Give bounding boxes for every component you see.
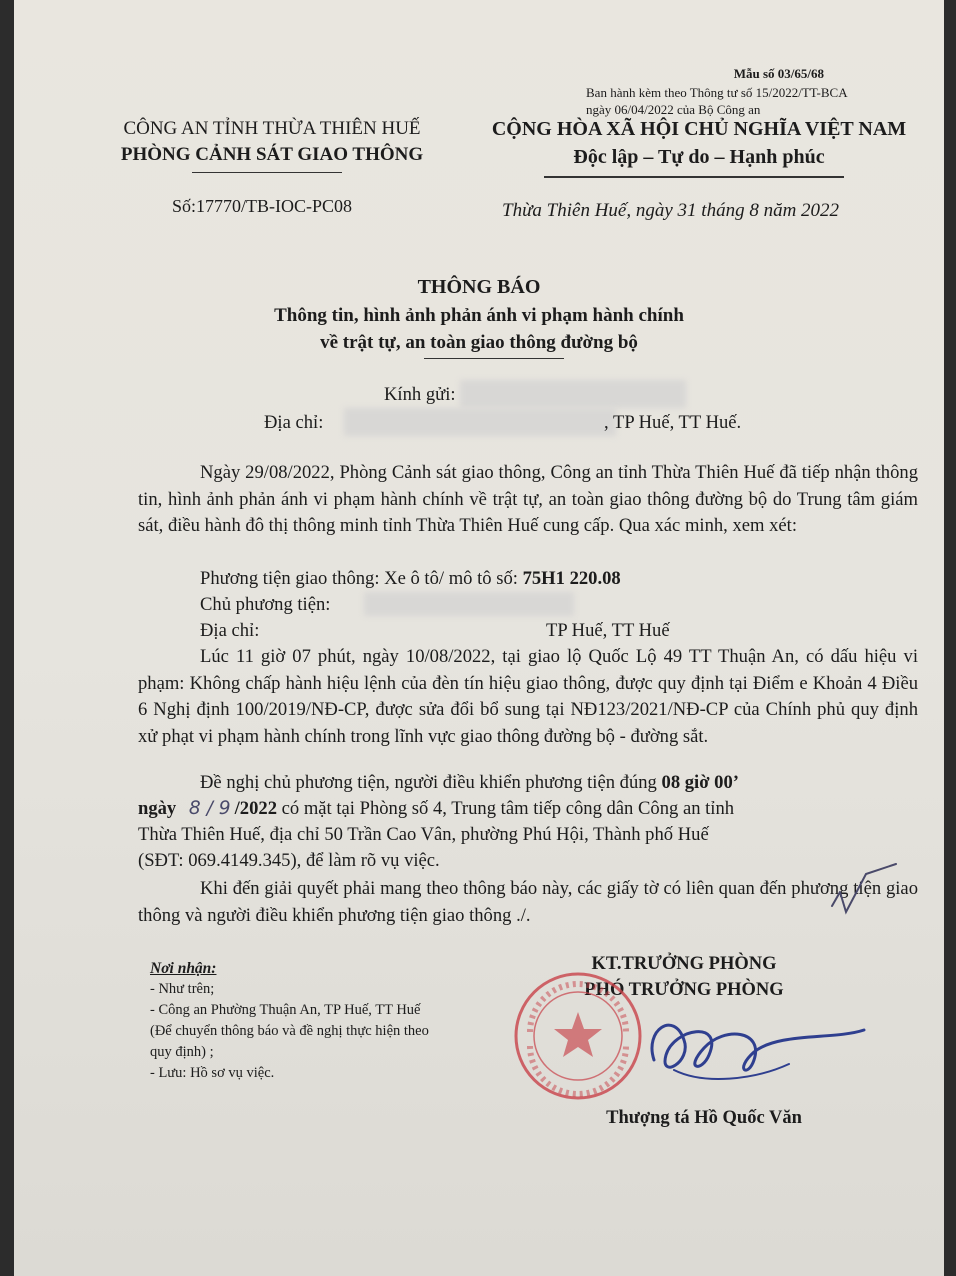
form-number: Mẫu số 03/65/68 bbox=[733, 66, 824, 81]
signer-name: Thượng tá Hồ Quốc Văn bbox=[606, 1108, 802, 1128]
request-time: 08 giờ 00’ bbox=[661, 772, 739, 793]
signature-title-1: KT.TRƯỞNG PHÒNG bbox=[591, 954, 777, 974]
owner-label: Chủ phương tiện: bbox=[200, 594, 331, 615]
request-year: /2022 bbox=[234, 798, 277, 819]
form-note-line-1: Ban hành kèm theo Thông tư số 15/2022/TT-BCA bbox=[586, 85, 848, 100]
request-prefix: Đề nghị chủ phương tiện, người điều khiển phương tiện đúng bbox=[200, 772, 662, 793]
form-note bbox=[586, 84, 916, 118]
handwritten-checkmark-icon bbox=[826, 862, 916, 922]
motto-underline bbox=[544, 176, 844, 178]
address-label: Địa chỉ: bbox=[264, 412, 324, 433]
recipients-title: Nơi nhận: bbox=[150, 960, 217, 977]
vehicle-line bbox=[200, 568, 621, 590]
country-name: CỘNG HÒA XÃ HỘI CHỦ NGHĨA VIỆT NAM bbox=[491, 118, 907, 140]
form-note-line-2: ngày 06/04/2022 của Bộ Công an bbox=[586, 102, 761, 117]
closing-paragraph: Khi đến giải quyết phải mang theo thông báo này, các giấy tờ có liên quan đến phương tiện giao thông và người điều khiển phương tiện giao thông ./. bbox=[138, 878, 918, 926]
vehicle-label: Phương tiện giao thông: Xe ô tô/ mô tô số: bbox=[200, 568, 523, 589]
recipient-item: - Lưu: Hồ sơ vụ việc. bbox=[150, 1065, 275, 1081]
signature-title-2: PHÓ TRƯỞNG PHÒNG bbox=[584, 980, 784, 1000]
vehicle-plate: 75H1 220.08 bbox=[522, 568, 621, 589]
violation-paragraph: Lúc 11 giờ 07 phút, ngày 10/08/2022, tại giao lộ Quốc Lộ 49 TT Thuận An, có dấu hiệu vi phạm: Không chấp hành hiệu lệnh của đèn tín hiệu giao thông, được quy định tại Điểm e Khoản 4 Điều 6 Nghị định 100/2019/NĐ-CP, được sửa đổi bổ sung tại NĐ123/2021/NĐ-CP của Chính phủ quy định xử phạt vi phạm hành chính trong lĩnh vực giao thông đường bộ - đường sắt. bbox=[138, 646, 918, 747]
recipient-item: - Công an Phường Thuận An, TP Huế, TT Huế bbox=[150, 1002, 421, 1018]
recipients-block bbox=[150, 958, 429, 1084]
recipient-item: - Như trên; bbox=[150, 981, 215, 997]
intro-paragraph: Ngày 29/08/2022, Phòng Cảnh sát giao thông, Công an tỉnh Thừa Thiên Huế đã tiếp nhận thông tin, hình ảnh phản ánh vi phạm hành chính về trật tự, an toàn giao thông đường bộ do Trung tâm giám sát, điều hành đô thị thông minh tỉnh Thừa Thiên Huế cung cấp. Qua xác minh, xem xét: bbox=[138, 462, 918, 536]
redacted-owner bbox=[364, 592, 574, 616]
agency-name: CÔNG AN TỈNH THỪA THIÊN HUẾ bbox=[123, 118, 421, 139]
request-day-label: ngày bbox=[138, 798, 177, 819]
subtitle-underline bbox=[424, 358, 564, 359]
owner-address-label: Địa chỉ: bbox=[200, 620, 260, 641]
recipient-item: quy định) ; bbox=[150, 1044, 214, 1060]
document-subtitle-2: về trật tự, an toàn giao thông đường bộ bbox=[320, 332, 638, 353]
handwritten-signature-icon bbox=[614, 1000, 874, 1110]
redacted-address bbox=[344, 408, 616, 436]
document-number: Số:17770/TB-IOC-PC08 bbox=[172, 196, 353, 216]
department-underline bbox=[192, 172, 342, 173]
owner-address-tail: TP Huế, TT Huế bbox=[546, 620, 670, 641]
national-motto: Độc lập – Tự do – Hạnh phúc bbox=[573, 146, 825, 168]
document-title: THÔNG BÁO bbox=[417, 276, 541, 298]
handwritten-date: 8 / 9 bbox=[188, 798, 231, 819]
redacted-name bbox=[460, 380, 686, 408]
addressee-label: Kính gửi: bbox=[384, 384, 456, 405]
document-page bbox=[14, 0, 944, 1276]
request-line-2 bbox=[138, 798, 734, 820]
place-date: Thừa Thiên Huế, ngày 31 tháng 8 năm 2022 bbox=[502, 200, 840, 221]
document-subtitle-1: Thông tin, hình ảnh phản ánh vi phạm hành chính bbox=[274, 305, 684, 326]
address-tail: , TP Huế, TT Huế. bbox=[604, 412, 742, 433]
department-name: PHÒNG CẢNH SÁT GIAO THÔNG bbox=[120, 144, 424, 165]
request-line-4: (SĐT: 069.4149.345), để làm rõ vụ việc. bbox=[138, 850, 440, 871]
request-line-1 bbox=[200, 772, 739, 794]
request-rest-1: có mặt tại Phòng số 4, Trung tâm tiếp công dân Công an tỉnh bbox=[277, 798, 735, 819]
recipient-item: (Để chuyển thông báo và đề nghị thực hiện theo bbox=[150, 1023, 429, 1039]
request-line-3: Thừa Thiên Huế, địa chỉ 50 Trần Cao Vân, phường Phú Hội, Thành phố Huế bbox=[138, 824, 709, 845]
